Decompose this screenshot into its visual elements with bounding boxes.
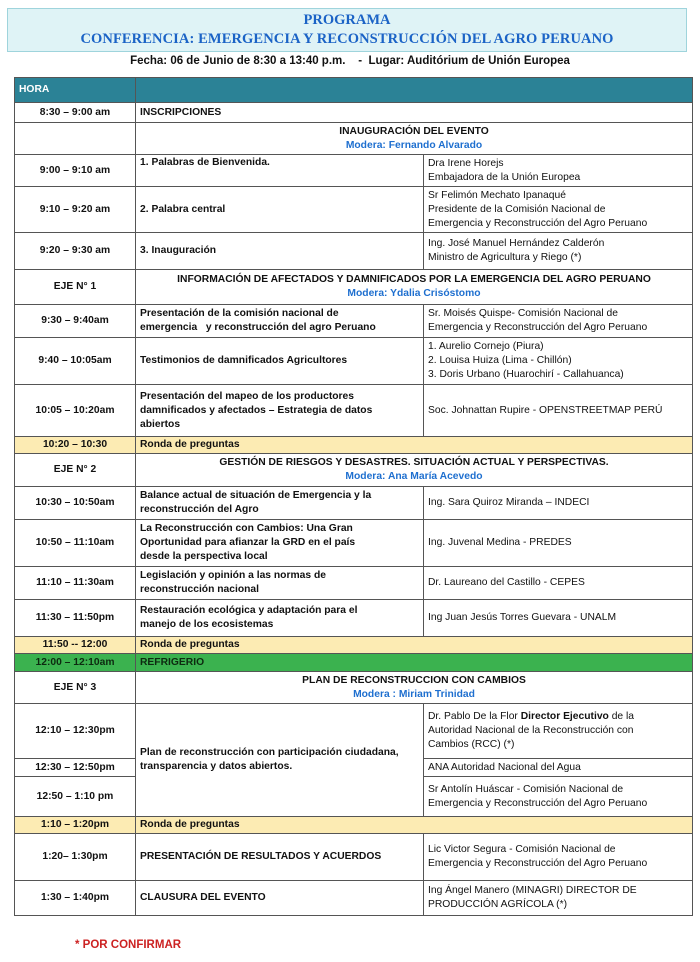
axis-row: EJE N° 3 PLAN DE RECONSTRUCCION CON CAMBIOS Modera : Miriam Trinidad xyxy=(15,672,693,704)
break-row: 12:00 – 12:10am REFRIGERIO xyxy=(15,654,693,672)
moderator: Modera: Ydalia Crisóstomo xyxy=(347,288,481,299)
table-row: 12:10 – 12:30pm Plan de reconstrucción con participación ciudadana, transparencia y datos abiertos. Dr. Pablo De la Flor Director Ejecutivo de la Autoridad Nacional de la Reconstrucción con Cambios (RCC) (*) xyxy=(15,704,693,759)
axis-row: EJE N° 1 INFORMACIÓN DE AFECTADOS Y DAMNIFICADOS POR LA EMERGENCIA DEL AGRO PERUANO Modera: Ydalia Crisóstomo xyxy=(15,270,693,305)
table-row: 9:30 – 9:40am Presentación de la comisión nacional de emergencia y reconstrucción del agro Peruano Sr. Moisés Quispe- Comisión Nacional de Emergencia y Reconstrucción del Agro Peruano xyxy=(15,305,693,338)
table-header-row xyxy=(15,78,693,103)
table-row: 11:30 – 11:50pm Restauración ecológica y adaptación para el manejo de los ecosistemas Ing Juan Jesús Torres Guevara - UNALM xyxy=(15,600,693,637)
table-row: 8:30 – 9:00 am INSCRIPCIONES xyxy=(15,103,693,123)
section-row xyxy=(15,123,693,155)
table-row: 11:10 – 11:30am Legislación y opinión a las normas de reconstrucción nacional Dr. Laureano del Castillo - CEPES xyxy=(15,567,693,600)
table-row: 12:30 – 12:50pm ANA Autoridad Nacional del Agua xyxy=(15,759,693,777)
moderator: Modera : Miriam Trinidad xyxy=(353,688,475,700)
table-row: 9:40 – 10:05am Testimonios de damnificados Agricultores 1. Aurelio Cornejo (Piura) 2. Louisa Huiza (Lima - Chillón) 3. Doris Urbano (Huarochirí - Callahuanca) xyxy=(15,338,693,385)
date-location: Fecha: 06 de Junio de 8:30 a 13:40 p.m. - Lugar: Auditórium de Unión Europea xyxy=(130,55,570,67)
question-round-row: 11:50 -- 12:00 Ronda de preguntas xyxy=(15,637,693,654)
table-row: 12:50 – 1:10 pm Sr Antolín Huáscar - Comisión Nacional de Emergencia y Reconstrucción del Agro Peruano xyxy=(15,777,693,817)
section-title: INAUGURACIÓN DEL EVENTO xyxy=(339,125,489,137)
program-table xyxy=(14,77,693,916)
table-row: 1:20– 1:30pm PRESENTACIÓN DE RESULTADOS Y ACUERDOS Lic Victor Segura - Comisión Nacional de Emergencia y Reconstrucción del Agro Peruano xyxy=(15,834,693,881)
hora-header: HORA xyxy=(15,78,136,103)
table-row: 9:20 – 9:30 am 3. Inauguración Ing. José Manuel Hernández Calderón Ministro de Agricultura y Riego (*) xyxy=(15,233,693,270)
axis-row: EJE N° 2 GESTIÓN DE RIESGOS Y DESASTRES. SITUACIÓN ACTUAL Y PERSPECTIVAS. Modera: Ana María Acevedo xyxy=(15,454,693,487)
moderator: Modera: Ana María Acevedo xyxy=(345,471,483,482)
axis-title: PLAN DE RECONSTRUCCION CON CAMBIOS xyxy=(302,674,526,686)
title-banner xyxy=(7,8,687,52)
table-row: 10:05 – 10:20am Presentación del mapeo de los productores damnificados y afectados – Estrategia de datos abiertos Soc. Johnattan Rupire - OPENSTREETMAP PERÚ xyxy=(15,385,693,437)
table-row: 9:00 – 9:10 am 1. Palabras de Bienvenida. Dra Irene Horejs Embajadora de la Unión Europea xyxy=(15,155,693,187)
confirmation-note: * POR CONFIRMAR xyxy=(75,939,182,951)
table-row: 10:50 – 11:10am La Reconstrucción con Cambios: Una Gran Oportunidad para afianzar la GRD en el país desde la perspectiva local Ing. Juvenal Medina - PREDES xyxy=(15,520,693,567)
table-row: 9:10 – 9:20 am 2. Palabra central Sr Felimón Mechato Ipanaqué Presidente de la Comisión Nacional de Emergencia y Reconstrucción del Agro Peruano xyxy=(15,187,693,233)
table-row: 10:30 – 10:50am Balance actual de situación de Emergencia y la reconstrucción del Agro Ing. Sara Quiroz Miranda – INDECI xyxy=(15,487,693,520)
conference-title: CONFERENCIA: EMERGENCIA Y RECONSTRUCCIÓN DEL AGRO PERUANO xyxy=(80,31,614,47)
moderator: Modera: Fernando Alvarado xyxy=(345,139,483,151)
program-title: PROGRAMA xyxy=(303,12,391,28)
question-round-row: 1:10 – 1:20pm Ronda de preguntas xyxy=(15,817,693,834)
axis-title: GESTIÓN DE RIESGOS Y DESASTRES. SITUACIÓN ACTUAL Y PERSPECTIVAS. xyxy=(219,457,609,468)
question-round-row: 10:20 – 10:30 Ronda de preguntas xyxy=(15,437,693,454)
table-row: 1:30 – 1:40pm CLAUSURA DEL EVENTO Ing Ángel Manero (MINAGRI) DIRECTOR DE PRODUCCIÓN AGRÍCOLA (*) xyxy=(15,881,693,916)
axis-title: INFORMACIÓN DE AFECTADOS Y DAMNIFICADOS POR LA EMERGENCIA DEL AGRO PERUANO xyxy=(177,274,651,285)
